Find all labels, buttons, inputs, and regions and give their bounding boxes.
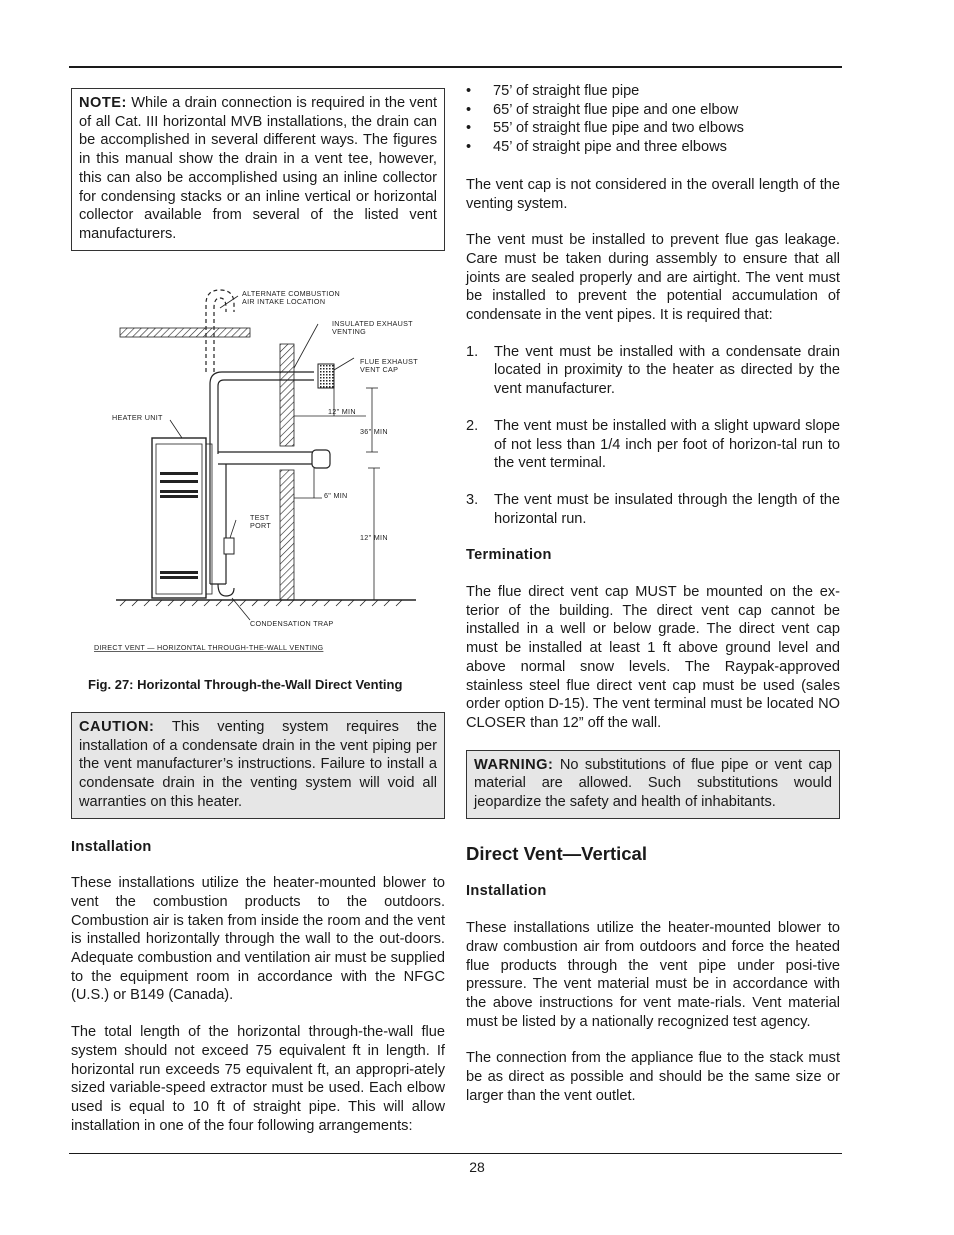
flue-pipe-vertical xyxy=(210,372,314,454)
floor-hatch xyxy=(120,600,402,606)
wall-lower xyxy=(280,470,294,600)
label-trap: CONDENSATION TRAP xyxy=(250,619,334,628)
termination-paragraph: The flue direct vent cap MUST be mounted on the ex-terior of the building. The direct vent cap cannot be installed in a well or below grade. The direct vent cap must be installed at least 1 ft above ground level and above normal snow levels. The Raypak-approved stainless steel flue direct vent cap must be used (sales order option D-15). The vent terminal must be located NO CLOSER than 12” off the wall. xyxy=(466,584,840,731)
vertical-install-para-2: The connection from the appliance flue to the stack must be as direct as possible and should be the same size or larger than the vent outlet. xyxy=(466,1050,840,1104)
list-item xyxy=(466,491,840,528)
caution-box xyxy=(71,712,445,819)
vent-diagram-svg xyxy=(86,284,436,656)
warning-text: No substitutions of flue pipe or vent cap material are allowed. Such substitutions would jeopardize the safety and health of inhabitants. xyxy=(474,756,832,811)
left-column-bottom xyxy=(71,712,445,1135)
list-item xyxy=(466,343,840,399)
installation-para-2: The total length of the horizontal through-the-wall flue system should not exceed 75 equivalent ft in length. If horizontal run exceeds 75 equivalent ft, an appropri-ately sized variable-speed extractor must be used. Each elbow used is equal to 10 ft of straight pipe. This will allow installation in one of the four following arrangements: xyxy=(71,1024,445,1134)
list-item: • 55’ of straight flue pipe and two elbows xyxy=(466,119,840,138)
leakage-paragraph: The vent must be installed to prevent flue gas leakage. Care must be taken during assembly to ensure that all joints are sealed properly and are airtight. The vent must be installed to prevent the potential accumulation of condensate in the vent pipes. It is required that: xyxy=(466,232,840,324)
label-12-min-b: 12" MIN xyxy=(360,533,388,542)
label-test: TEST xyxy=(250,513,270,522)
installation-heading-left: Installation xyxy=(71,838,152,855)
list-item: • 75’ of straight flue pipe xyxy=(466,82,840,101)
list-text: The vent must be installed with a condensate drain located in proximity to the heater as directed by the vent manufacturer. xyxy=(494,343,840,398)
right-column xyxy=(466,82,840,1106)
list-number: 1. xyxy=(466,343,479,360)
termination-heading: Termination xyxy=(466,547,552,564)
list-text: The vent must be installed with a slight upward slope of not less than 1/4 inch per foot of horizon-tal run to the vent terminal. xyxy=(494,417,840,472)
condensation-trap xyxy=(218,584,234,596)
label-heater: HEATER UNIT xyxy=(112,413,163,422)
lower-vent-end xyxy=(312,450,330,468)
list-number: 3. xyxy=(466,491,479,508)
diagram-title: DIRECT VENT — HORIZONTAL THROUGH-THE-WALL VENTING xyxy=(94,643,324,652)
top-rule xyxy=(69,66,842,68)
label-36-min: 36" MIN xyxy=(360,427,388,436)
caution-text: This venting system requires the installation of a condensate drain in the vent piping per the vent manufacturer’s instructions. Failure to install a condensate drain in the venting system will void all warranties on this heater. xyxy=(79,719,438,810)
ceiling-slab xyxy=(120,328,250,337)
vent-diagram xyxy=(86,284,436,656)
note-text: While a drain connection is required in the vent of all Cat. III horizontal MVB installations, the drain can be accomplished in several different ways. The figures in this manual show the drain in a vent tee, however, this can also be accomplished using an inline collector for condensing stacks or an inline vertical or horizontal collector available from several of the listed vent manufacturers. xyxy=(79,95,437,242)
requirements-list xyxy=(466,343,840,529)
warning-label: WARNING: xyxy=(474,756,554,773)
figure-caption: Fig. 27: Horizontal Through-the-Wall Direct Venting xyxy=(88,677,403,692)
list-text: The vent must be insulated through the length of the horizontal run. xyxy=(494,491,840,527)
wall-upper xyxy=(280,344,294,446)
vent-cap-paragraph: The vent cap is not considered in the overall length of the venting system. xyxy=(466,176,840,212)
list-item: • 65’ of straight flue pipe and one elbow xyxy=(466,101,840,120)
label-port: PORT xyxy=(250,521,272,530)
caution-label: CAUTION: xyxy=(79,719,155,735)
label-alt-air-2: AIR INTAKE LOCATION xyxy=(242,297,326,306)
note-box xyxy=(71,88,445,251)
list-item xyxy=(466,417,840,473)
label-6-min: 6" MIN xyxy=(324,491,348,500)
figure-caption-block xyxy=(88,676,448,695)
label-insulated: INSULATED EXHAUST xyxy=(332,319,413,328)
installation-heading-right: Installation xyxy=(466,882,547,899)
vertical-install-para-1: These installations utilize the heater-mounted blower to draw combustion air from outdoors and force the heated flue products through the vent pipe under posi-tive pressure. The vent material must be in accordance with the above instructions for vent mate-rials. Vent material must be listed by a nationally recognized test agency. xyxy=(466,920,840,1030)
label-12-min-a: 12" MIN xyxy=(328,407,356,416)
arrangement-list xyxy=(466,82,840,157)
warning-box xyxy=(466,750,840,819)
note-label: NOTE: xyxy=(79,95,127,111)
installation-para-1: These installations utilize the heater-mounted blower to vent the combustion products to the outdoors. Combustion air is taken from inside the room and the vent is installed horizontally through the wall to the out-doors. Adequate combustion and ventilation air must be supplied to the equipment room in accordance with the NFGC (U.S.) or B149 (Canada). xyxy=(71,875,446,1004)
page-number: 28 xyxy=(469,1159,485,1175)
bottom-rule xyxy=(69,1153,842,1154)
label-flue-cap-2: VENT CAP xyxy=(360,365,399,374)
list-number: 2. xyxy=(466,417,479,434)
lower-horizontal-vent xyxy=(218,452,326,468)
vent-cap xyxy=(318,364,334,388)
left-column-top xyxy=(71,88,445,251)
heater-unit xyxy=(152,438,212,598)
list-item: • 45’ of straight pipe and three elbows xyxy=(466,138,840,157)
test-port xyxy=(224,538,234,554)
label-alt-air: ALTERNATE COMBUSTION xyxy=(242,289,340,298)
section-title: Direct Vent—Vertical xyxy=(466,842,647,864)
label-insulated-2: VENTING xyxy=(332,327,367,336)
label-flue-cap: FLUE EXHAUST xyxy=(360,357,418,366)
